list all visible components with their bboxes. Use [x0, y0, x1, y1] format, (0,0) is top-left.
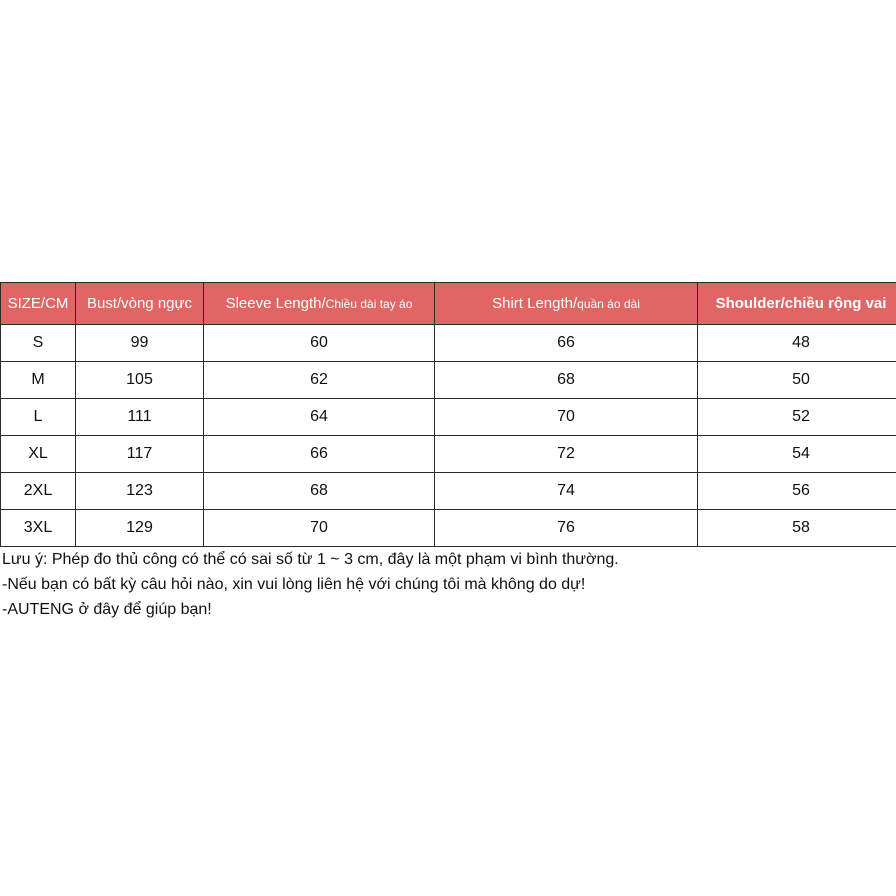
cell-sleeve: 62: [204, 362, 435, 399]
cell-size: 3XL: [1, 510, 76, 547]
cell-size: S: [1, 325, 76, 362]
note-brand-help: -AUTENG ở đây để giúp bạn!: [2, 601, 212, 618]
cell-shirt-length: 76: [435, 510, 698, 547]
cell-size: L: [1, 399, 76, 436]
cell-shoulder: 48: [698, 325, 896, 362]
cell-shirt-length: 68: [435, 362, 698, 399]
cell-shoulder: 52: [698, 399, 896, 436]
table-row: [1, 325, 896, 362]
table-row: [1, 510, 896, 547]
cell-size: XL: [1, 436, 76, 473]
table-row: [1, 473, 896, 510]
cell-sleeve: 66: [204, 436, 435, 473]
table-row: [1, 436, 896, 473]
cell-sleeve: 70: [204, 510, 435, 547]
header-size: SIZE/CM: [1, 283, 76, 325]
cell-bust: 123: [76, 473, 204, 510]
cell-sleeve: 64: [204, 399, 435, 436]
note-measurement-tolerance: Lưu ý: Phép đo thủ công có thể có sai số từ 1 ~ 3 cm, đây là một phạm vi bình thường.: [2, 551, 619, 568]
header-row: [1, 283, 896, 325]
table-body: [1, 325, 896, 547]
cell-shoulder: 54: [698, 436, 896, 473]
cell-bust: 105: [76, 362, 204, 399]
cell-shirt-length: 70: [435, 399, 698, 436]
cell-bust: 129: [76, 510, 204, 547]
cell-shirt-length: 74: [435, 473, 698, 510]
cell-bust: 111: [76, 399, 204, 436]
header-shirt-length: Shirt Length/quần áo dài: [435, 283, 698, 325]
cell-shirt-length: 72: [435, 436, 698, 473]
cell-size: 2XL: [1, 473, 76, 510]
table-row: [1, 362, 896, 399]
cell-bust: 99: [76, 325, 204, 362]
cell-shoulder: 58: [698, 510, 896, 547]
header-sleeve-length: Sleeve Length/Chiều dài tay áo: [204, 283, 435, 325]
cell-sleeve: 68: [204, 473, 435, 510]
cell-shoulder: 50: [698, 362, 896, 399]
cell-size: M: [1, 362, 76, 399]
table-row: [1, 399, 896, 436]
cell-sleeve: 60: [204, 325, 435, 362]
header-shoulder: Shoulder/chiều rộng vai: [698, 283, 896, 325]
notes-block: [2, 547, 892, 622]
note-contact-us: -Nếu bạn có bất kỳ câu hỏi nào, xin vui lòng liên hệ với chúng tôi mà không do dự!: [2, 576, 586, 593]
cell-bust: 117: [76, 436, 204, 473]
cell-shirt-length: 66: [435, 325, 698, 362]
header-bust: Bust/vòng ngực: [76, 283, 204, 325]
size-table: [0, 282, 896, 547]
cell-shoulder: 56: [698, 473, 896, 510]
